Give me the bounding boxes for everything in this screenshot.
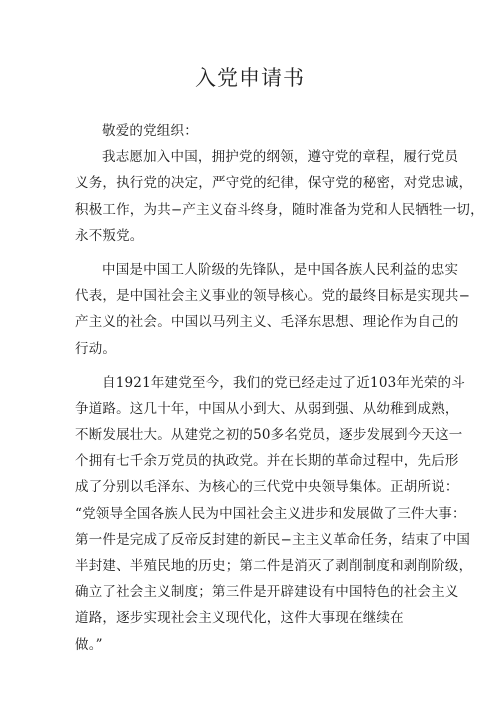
paragraph-line: 义务，执行党的决定，严守党的纪律，保守党的秘密，对党忠诚， [75, 175, 473, 192]
paragraph-line: 代表，是中国社会主义事业的领导核心。党的最终目标是实现共− [75, 288, 471, 305]
paragraph-3 [75, 370, 473, 658]
paragraph-1 [75, 144, 484, 249]
paragraph-line: 确立了社会主义制度；第三件是开辟建设有中国特色的社会主义 [75, 584, 459, 601]
document-body [75, 118, 484, 658]
paragraph-line: 永不叛党。 [75, 227, 144, 244]
paragraph-line: 争道路。这几十年，中国从小到大、从弱到强、从幼稚到成熟， [75, 400, 459, 417]
paragraph-line: “党领导全国各族人民为中国社会主义进步和发展做了三件大事： [75, 505, 466, 522]
paragraph-line: 半封建、半殖民地的历史；第二件是消灭了剥削制度和剥削阶级， [75, 558, 473, 574]
paragraph-line: 产主义的社会。中国以马列主义、毛泽东思想、理论作为自己的 [75, 314, 459, 331]
salutation: 敬爱的党组织： [102, 123, 198, 139]
paragraph-line: 我志愿加入中国，拥护党的纲领，遵守党的章程，履行党员 [102, 149, 459, 166]
paragraph-line: 行动。 [75, 340, 117, 357]
paragraph-line: 第一件是完成了反帝反封建的新民−主主义革命任务，结束了中国 [75, 531, 471, 548]
paragraph-line: 道路，逐步实现社会主义现代化，这件大事现在继续在 [75, 610, 404, 627]
paragraph-line: 不断发展壮大。从建党之初的50多名党员，逐步发展到今天这一 [75, 427, 463, 444]
paragraph-line: 成了分别以毛泽东、为核心的三代党中央领导集体。正胡所说： [75, 479, 459, 496]
paragraph-line: 中国是中国工人阶级的先锋队，是中国各族人民利益的忠实 [102, 261, 459, 278]
paragraph-line: 做。” [75, 636, 103, 653]
paragraph-gap [75, 249, 435, 257]
paragraph-line: 个拥有七千余万党员的执政党。并在长期的革命过程中，先后形 [75, 453, 459, 470]
paragraph-line: 自1921年建党至今，我们的党已经走过了近103年光荣的斗 [102, 374, 465, 391]
paragraph-gap [75, 362, 435, 370]
paragraph-2 [75, 257, 471, 362]
paragraph-line: 积极工作，为共−产主义奋斗终身，随时准备为党和人民牺牲一切， [75, 201, 484, 218]
document-title: 入党申请书 [195, 66, 305, 90]
